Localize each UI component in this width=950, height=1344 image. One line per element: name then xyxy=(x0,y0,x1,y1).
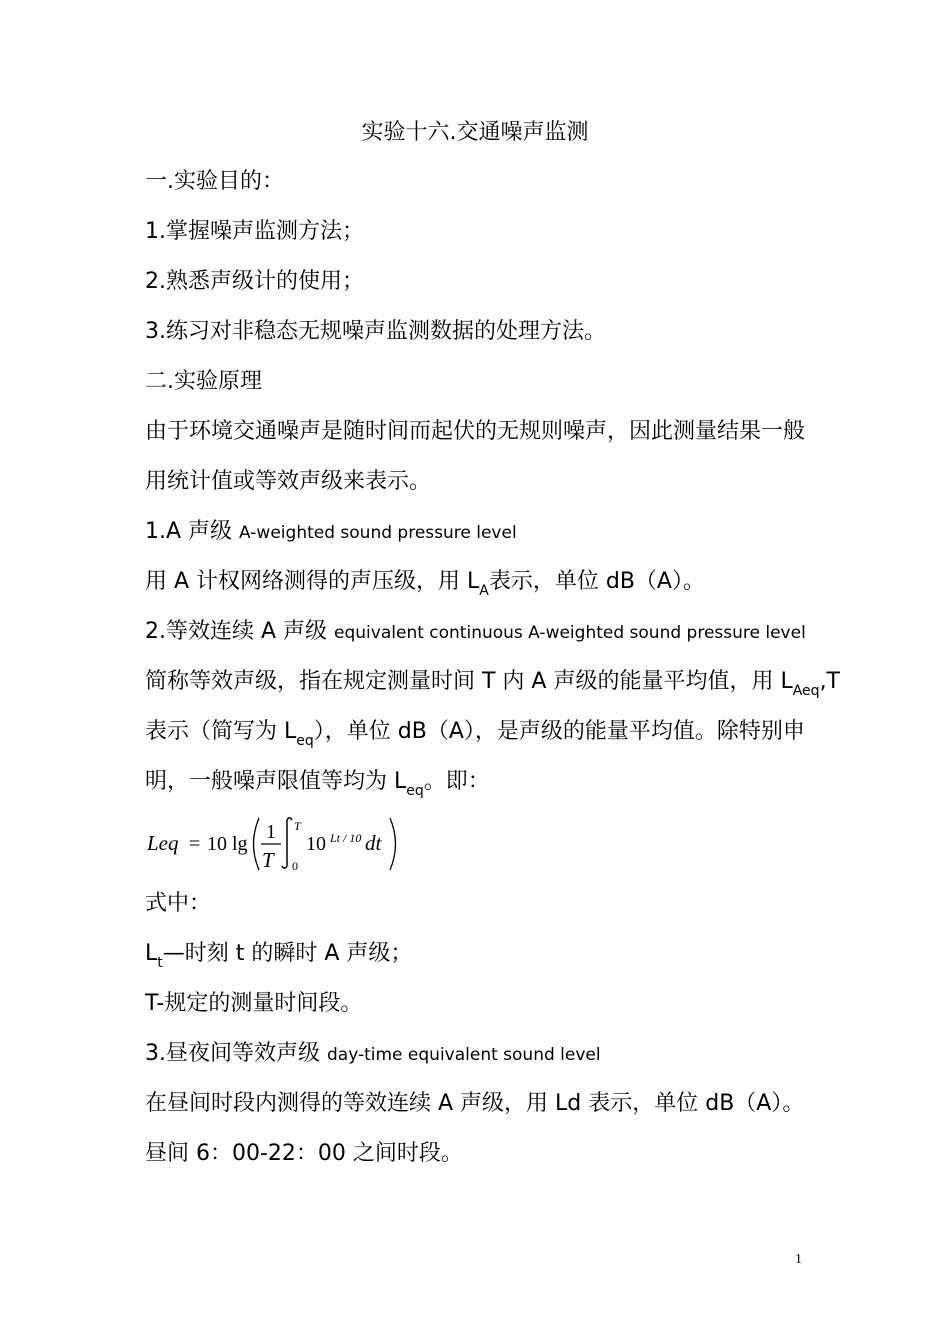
formula-numerator: 1 xyxy=(266,821,276,843)
leq-line1-text: 简称等效声级，指在规定测量时间 T 内 A 声级的能量平均值，用 L xyxy=(145,669,793,694)
a-level-desc-text: 用 A 计权网络测得的声压级，用 L xyxy=(145,569,480,594)
day-english: day-time equivalent sound level xyxy=(327,1045,601,1065)
a-level-description xyxy=(145,567,705,597)
formula-base: 10 xyxy=(306,833,326,855)
leq-desc-line-3 xyxy=(145,767,490,797)
section-heading-principle: 二.实验原理 xyxy=(145,369,262,394)
leq-line3-subscript: eq xyxy=(406,783,424,799)
page-number: 1 xyxy=(795,1252,802,1267)
intro-line-1: 由于环境交通噪声是随时间而起伏的无规则噪声，因此测量结果一般 xyxy=(145,419,806,444)
lt-description: —时刻 t 的瞬时 A 声级； xyxy=(162,941,413,966)
objective-item-3: 3.练习对非稳态无规噪声监测数据的处理方法。 xyxy=(145,319,606,344)
formula-denominator: T xyxy=(262,848,274,872)
lt-subscript: t xyxy=(157,955,163,971)
leq-line3-text: 明，一般噪声限值等均为 L xyxy=(145,769,407,794)
leq-formula xyxy=(147,812,407,876)
objective-item-2: 2.熟悉声级计的使用； xyxy=(145,269,364,294)
day-heading-line xyxy=(145,1039,601,1070)
objective-item-1: 1.掌握噪声监测方法； xyxy=(145,219,364,244)
leq-line1-subscript: Aeq xyxy=(792,683,820,699)
day-period: 昼间 6：00-22：00 之间时段。 xyxy=(145,1141,463,1166)
day-heading: 3.昼夜间等效声级 xyxy=(145,1041,320,1066)
a-level-heading-line xyxy=(145,517,517,548)
formula-coefficient: 10 xyxy=(207,833,227,855)
leq-desc-line-1 xyxy=(145,667,840,697)
formula-left-paren xyxy=(254,818,260,870)
formula-dt: dt xyxy=(365,831,382,855)
a-level-desc-unit: 表示，单位 dB（A）。 xyxy=(488,569,705,594)
where-lt-line xyxy=(145,939,412,969)
section-heading-objectives: 一.实验目的： xyxy=(145,169,284,194)
where-t-line: T-规定的测量时间段。 xyxy=(145,991,363,1016)
formula-right-paren xyxy=(390,818,396,870)
formula-lower-limit: 0 xyxy=(292,859,298,873)
a-level-english: A-weighted sound pressure level xyxy=(239,523,517,543)
lt-symbol: L xyxy=(145,941,158,966)
a-level-subscript: A xyxy=(479,583,489,599)
formula-lg: lg xyxy=(232,833,248,855)
intro-line-2: 用统计值或等效声级来表示。 xyxy=(145,469,432,494)
leq-desc-line-2 xyxy=(145,717,805,747)
leq-heading-line xyxy=(145,617,806,648)
leq-line2-tail: ），单位 dB（A），是声级的能量平均值。除特别申 xyxy=(313,719,805,744)
leq-english: equivalent continuous A-weighted sound pressure level xyxy=(334,623,806,643)
document-title: 实验十六.交通噪声监测 xyxy=(361,120,589,145)
day-description: 在昼间时段内测得的等效连续 A 声级，用 Ld 表示，单位 dB（A）。 xyxy=(145,1091,805,1116)
formula-lhs: Leq xyxy=(147,831,179,855)
formula-exponent: Lt / 10 xyxy=(330,831,362,845)
leq-line1-tail: ,T xyxy=(819,669,840,694)
leq-line2-text: 表示（简写为 L xyxy=(145,719,297,744)
where-label: 式中： xyxy=(145,891,212,916)
leq-line2-subscript: eq xyxy=(296,733,314,749)
a-level-heading: 1.A 声级 xyxy=(145,519,233,544)
leq-heading: 2.等效连续 A 声级 xyxy=(145,619,328,644)
formula-upper-limit: T xyxy=(294,819,301,833)
formula-equals: = xyxy=(189,833,201,855)
leq-line3-tail: 。即： xyxy=(423,769,490,794)
integral-sign-icon xyxy=(282,818,292,868)
